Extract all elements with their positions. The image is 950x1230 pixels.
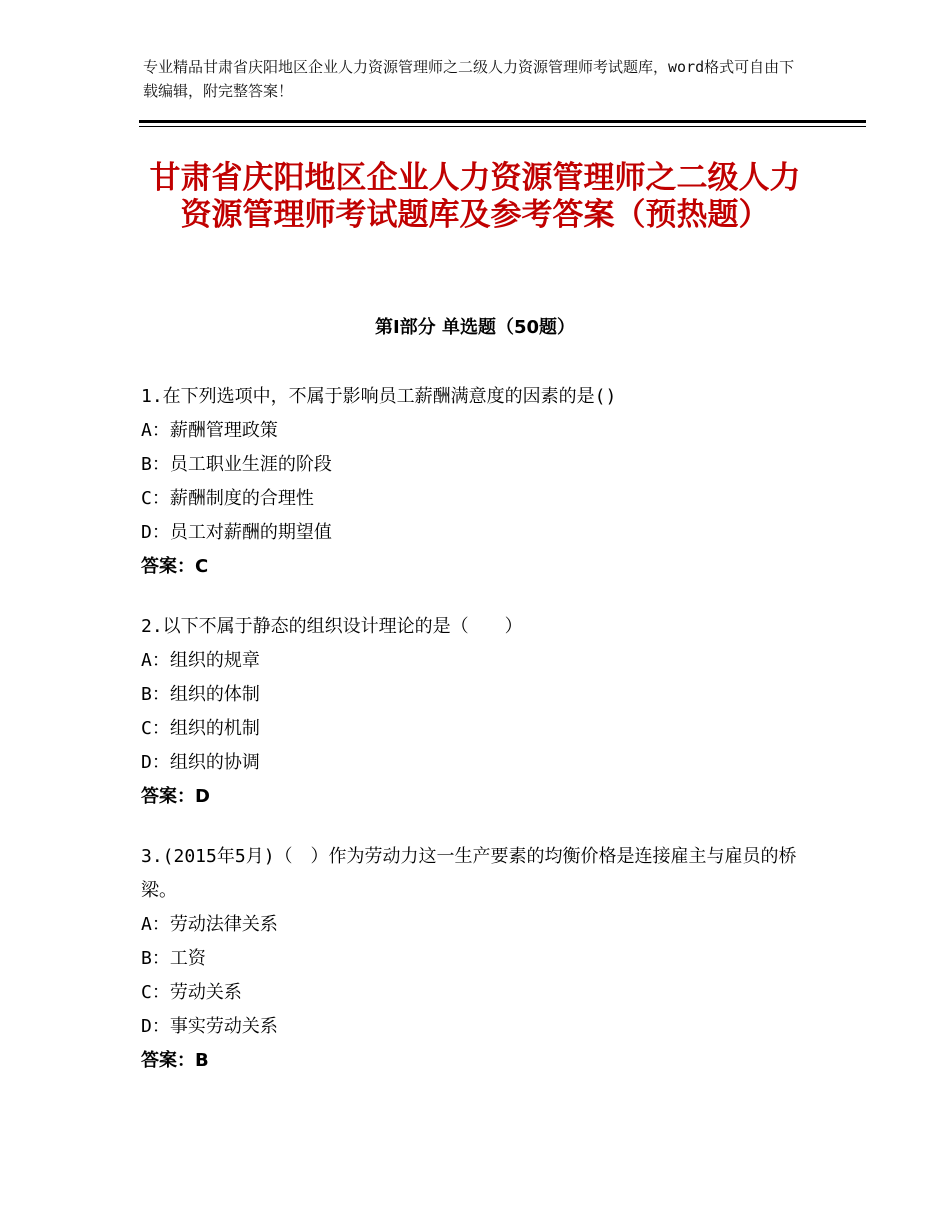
question-stem: 2.以下不属于静态的组织设计理论的是（ ） xyxy=(141,616,523,637)
answer: 答案：B xyxy=(141,1050,209,1071)
option-d: D：事实劳动关系 xyxy=(141,1016,278,1037)
question-list xyxy=(141,380,806,1104)
option-a: A：薪酬管理政策 xyxy=(141,420,278,441)
question-stem: 3.(2015年5月)（ ）作为劳动力这一生产要素的均衡价格是连接雇主与雇员的桥梁。 xyxy=(141,846,797,901)
option-b: B：工资 xyxy=(141,948,206,969)
option-c: C：组织的机制 xyxy=(141,718,260,739)
option-a: A：组织的规章 xyxy=(141,650,260,671)
header-rule-thin xyxy=(139,126,866,127)
header-rule-thick xyxy=(139,120,866,123)
question-1 xyxy=(141,380,806,584)
header-note: 专业精品甘肃省庆阳地区企业人力资源管理师之二级人力资源管理师考试题库，word格式可自由下载编辑，附完整答案！ xyxy=(143,58,795,100)
option-b: B：组织的体制 xyxy=(141,684,260,705)
option-c: C：劳动关系 xyxy=(141,982,242,1003)
question-2 xyxy=(141,610,806,814)
question-stem: 1.在下列选项中，不属于影响员工薪酬满意度的因素的是() xyxy=(141,386,617,407)
option-b: B：员工职业生涯的阶段 xyxy=(141,454,332,475)
question-3 xyxy=(141,840,806,1078)
answer: 答案：D xyxy=(141,786,210,807)
answer: 答案：C xyxy=(141,556,209,577)
option-a: A：劳动法律关系 xyxy=(141,914,278,935)
option-c: C：薪酬制度的合理性 xyxy=(141,488,314,509)
document-title: 甘肃省庆阳地区企业人力资源管理师之二级人力资源管理师考试题库及参考答案（预热题） xyxy=(149,160,801,233)
option-d: D：组织的协调 xyxy=(141,752,260,773)
option-d: D：员工对薪酬的期望值 xyxy=(141,522,332,543)
section-title: 第Ⅰ部分 单选题（50题） xyxy=(374,317,575,338)
